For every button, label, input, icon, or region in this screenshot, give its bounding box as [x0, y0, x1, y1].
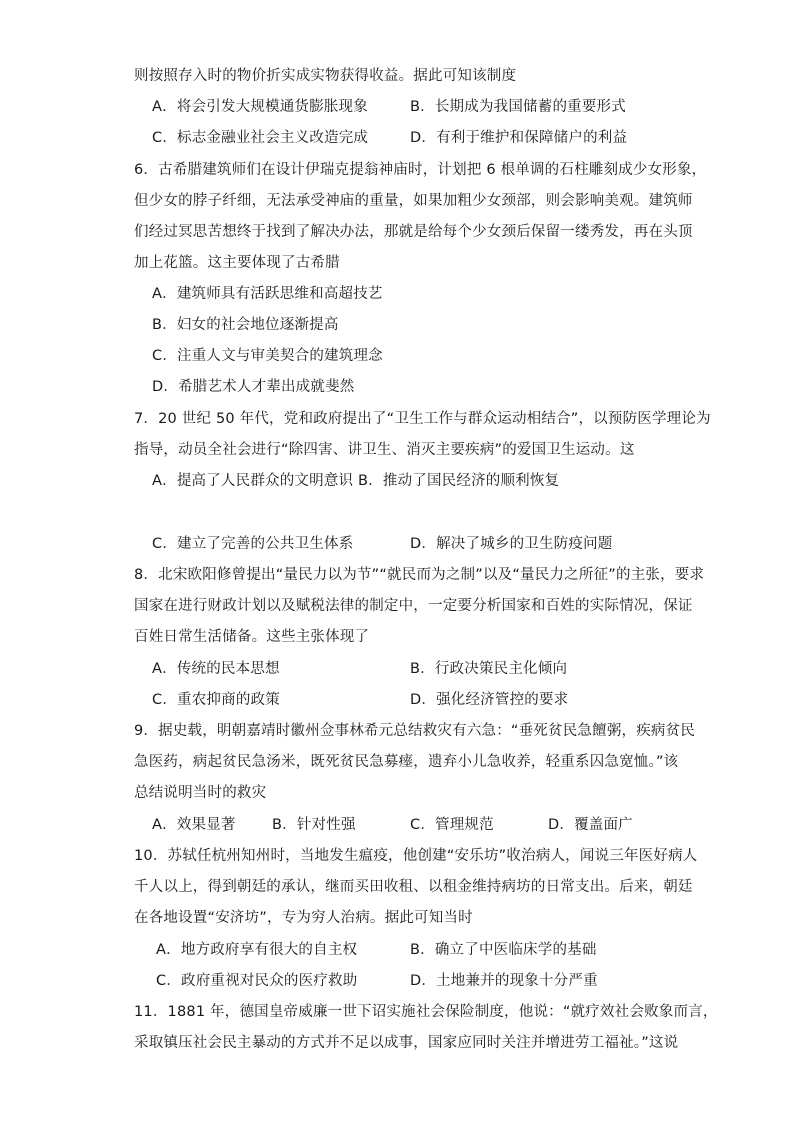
q10-stem-line: 在各地设置“安济坊”，专为穷人治病。据此可知当时 — [134, 910, 473, 926]
q10-option-a: A．地方政府享有很大的自主权 — [156, 942, 358, 958]
q6-stem-line: 6．古希腊建筑师们在设计伊瑞克提翁神庙时，计划把 6 根单调的石柱雕刻成少女形象， — [134, 162, 707, 178]
q9-stem-line: 总结说明当时的救灾 — [134, 785, 267, 801]
q5-stem-tail: 则按照存入时的物价折实成实物获得收益。据此可知该制度 — [134, 68, 517, 84]
q5-option-b: B．长期成为我国储蓄的重要形式 — [410, 99, 626, 115]
q7-option-d: D．解决了城乡的卫生防疫问题 — [410, 536, 613, 552]
q9-option-c: C．管理规范 — [410, 817, 494, 833]
q9-option-b: B．针对性强 — [272, 817, 356, 833]
q8-stem-line: 百姓日常生活储备。这些主张体现了 — [134, 629, 370, 645]
q7-option-c: C．建立了完善的公共卫生体系 — [152, 536, 354, 552]
q10-stem-line: 千人以上，得到朝廷的承认，继而买田收租、以租金维持病坊的日常支出。后来，朝廷 — [134, 879, 693, 895]
q9-stem-line: 急医药，病起贫民急汤米，既死贫民急募瘗，遗弃小儿急收养，轻重系囚急宽恤。”该 — [134, 754, 679, 770]
q5-option-d: D．有利于维护和保障储户的利益 — [410, 130, 628, 146]
q8-stem-line: 8．北宋欧阳修曾提出“量民力以为节”“就民而为之制”以及“量民力之所征”的主张，要求 — [134, 567, 705, 583]
q10-option-b: B．确立了中医临床学的基础 — [410, 942, 597, 958]
q7-option-ab: A．提高了人民群众的文明意识 B．推动了国民经济的顺利恢复 — [152, 473, 560, 489]
q9-option-d: D．覆盖面广 — [548, 817, 633, 833]
q6-option-d: D．希腊艺术人才辈出成就斐然 — [152, 379, 355, 395]
q6-stem-line: 加上花篮。这主要体现了古希腊 — [134, 255, 340, 271]
q6-option-c: C．注重人文与审美契合的建筑理念 — [152, 348, 383, 364]
q9-stem-line: 9．据史载，明朝嘉靖时徽州佥事林希元总结救灾有六急：“垂死贫民急饘粥，疾病贫民 — [134, 723, 696, 739]
q11-stem-line: 采取镇压社会民主暴动的方式并不足以成事，国家应同时关注并增进劳工福祉。”这说 — [134, 1035, 679, 1051]
q10-option-d: D．土地兼并的现象十分严重 — [410, 973, 598, 989]
q10-stem-line: 10．苏轼任杭州知州时，当地发生瘟疫，他创建“安乐坊”收治病人，闻说三年医好病人 — [134, 848, 698, 864]
q7-stem-line: 指导，动员全社会进行“除四害、讲卫生、消灭主要疾病”的爱国卫生运动。这 — [134, 442, 635, 458]
q8-option-a: A．传统的民本思想 — [152, 661, 280, 677]
q9-option-a: A．效果显著 — [152, 817, 236, 833]
q10-option-c: C．政府重视对民众的医疗救助 — [156, 973, 358, 989]
q7-stem-line: 7．20 世纪 50 年代，党和政府提出了“卫生工作与群众运动相结合”，以预防医学理论为 — [134, 411, 711, 427]
q6-option-b: B．妇女的社会地位逐渐提高 — [152, 317, 339, 333]
q8-option-c: C．重农抑商的政策 — [152, 692, 280, 708]
q11-stem-line: 11．1881 年，德国皇帝威廉一世下诏实施社会保险制度，他说：“就疗效社会败象而言， — [134, 1004, 718, 1020]
q5-option-c: C．标志金融业社会主义改造完成 — [152, 130, 369, 146]
q6-stem-line: 但少女的脖子纤细，无法承受神庙的重量，如果加粗少女颈部，则会影响美观。建筑师 — [134, 193, 693, 209]
q6-option-a: A．建筑师具有活跃思维和高超技艺 — [152, 286, 383, 302]
q6-stem-line: 们经过冥思苦想终于找到了解决办法，那就是给每个少女颈后保留一缕秀发，再在头顶 — [134, 224, 693, 240]
q8-option-b: B．行政决策民主化倾向 — [410, 661, 568, 677]
q5-option-a: A．将会引发大规模通货膨胀现象 — [152, 99, 368, 115]
q8-option-d: D．强化经济管控的要求 — [410, 692, 569, 708]
q8-stem-line: 国家在进行财政计划以及赋税法律的制定中，一定要分析国家和百姓的实际情况，保证 — [134, 598, 693, 614]
